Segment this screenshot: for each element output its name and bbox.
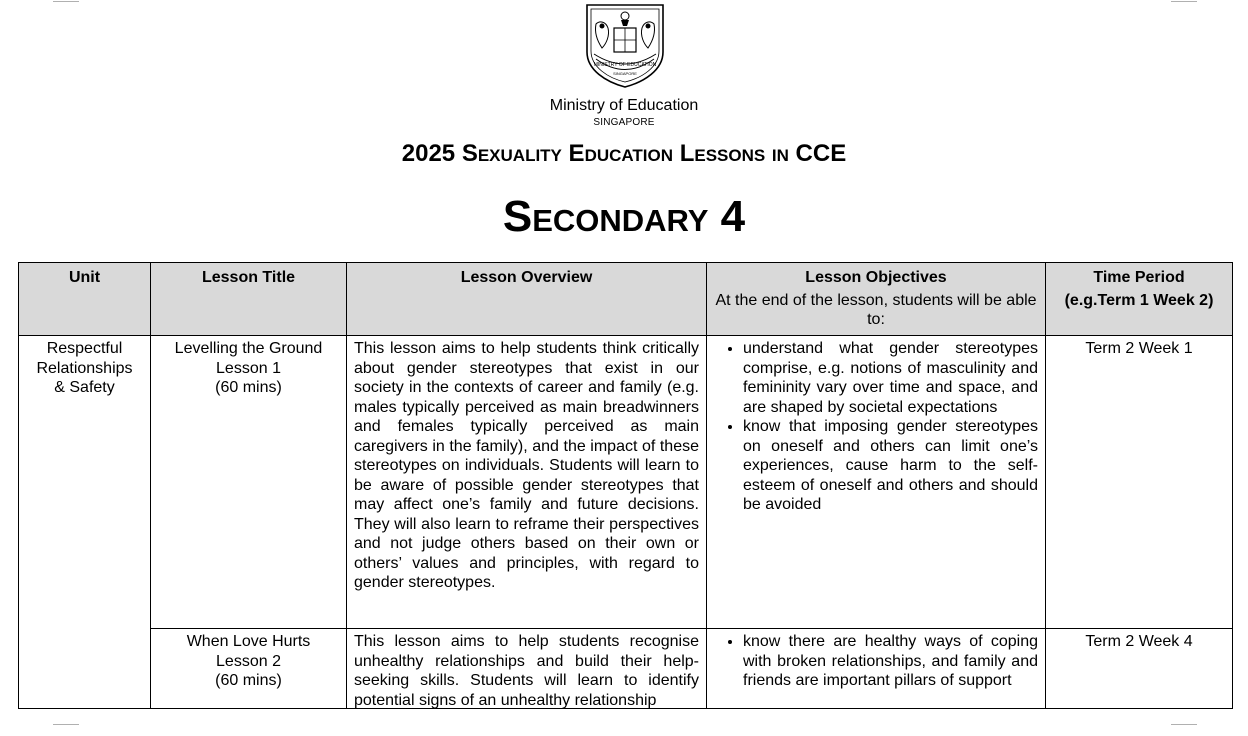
lesson-number: Lesson 1 — [216, 359, 281, 377]
unit-cell — [19, 336, 151, 709]
unit-line: Relationships — [36, 359, 133, 377]
lesson-title-cell — [151, 336, 347, 629]
header-time-label: Time Period — [1093, 269, 1185, 286]
objectives-list — [714, 632, 1038, 691]
unit-line: Respectful — [46, 340, 123, 357]
objective-item: • know that imposing gender stereotypes on oneself and others can limit one’s experiences, cause harm to the self-esteem of oneself and others and should be avoided — [743, 417, 1038, 515]
lesson-overview-text: This lesson aims to help students recognise unhealthy relationships and build their help-seeking skills. Students will learn to identify potential signs of an unhealthy relationship — [354, 633, 699, 709]
table-row — [19, 336, 1233, 629]
moe-crest-logo — [584, 2, 666, 88]
header-lesson-objectives — [707, 263, 1046, 336]
lesson-overview-cell — [347, 629, 707, 709]
lesson-title-cell — [151, 629, 347, 709]
header-unit: Unit — [19, 263, 151, 336]
crest-country-text: SINGAPORE — [613, 71, 637, 76]
crop-mark-top-right — [1171, 1, 1197, 2]
crop-mark-bottom-right — [1171, 724, 1197, 725]
lesson-title: When Love Hurts — [186, 633, 311, 650]
ministry-country: SINGAPORE — [593, 117, 655, 128]
objective-item: • know there are healthy ways of coping with broken relationships, and family and friends are important pillars of support — [743, 632, 1038, 691]
lesson-overview-cell — [347, 336, 707, 629]
lesson-objectives-cell — [707, 629, 1046, 709]
lesson-overview-text: This lesson aims to help students think critically about gender stereotypes that exist in our society in the contexts of career and family (e.g. males typically perceived as main breadwinners and females typically perceived as main caregivers in the family), and the impact of these stereotypes on individuals. Students will learn to be aware of possible gender stereotypes that may affect one’s family and future decisions. They will also learn to reframe their perspectives and not judge others based on their own or others’ values and principles, with regard to gender stereotypes. — [354, 340, 699, 591]
time-period-cell — [1046, 629, 1233, 709]
crest-motto-text: MINISTRY OF EDUCATION — [593, 62, 657, 68]
header-lesson-overview: Lesson Overview — [347, 263, 707, 336]
lesson-number: Lesson 2 — [216, 652, 281, 670]
unit-line: & Safety — [54, 379, 115, 396]
crop-mark-bottom-left — [53, 724, 79, 725]
time-period-cell — [1046, 336, 1233, 629]
lessons-table — [18, 262, 1233, 709]
header-objectives-label: Lesson Objectives — [805, 269, 947, 286]
header-lesson-title: Lesson Title — [151, 263, 347, 336]
level-title: Secondary 4 — [502, 192, 746, 241]
ministry-name: Ministry of Education — [549, 97, 699, 114]
table-row — [19, 629, 1233, 709]
crop-mark-top-left — [53, 1, 79, 2]
header-objectives-sub: At the end of the lesson, students will be able to: — [715, 291, 1037, 328]
table-header-row — [19, 263, 1233, 336]
lesson-duration: (60 mins) — [215, 672, 282, 689]
time-period-text: Term 2 Week 1 — [1085, 340, 1193, 357]
lesson-title: Levelling the Ground — [174, 340, 323, 357]
objective-item: • understand what gender stereotypes comprise, e.g. notions of masculinity and femininity vary over time and space, and are shaped by societal expectations — [743, 339, 1038, 417]
lesson-objectives-cell — [707, 336, 1046, 629]
header-time-period — [1046, 263, 1233, 336]
lesson-duration: (60 mins) — [215, 379, 282, 396]
document-title: 2025 Sexuality Education Lessons in CCE — [401, 140, 847, 167]
objectives-list — [714, 339, 1038, 515]
time-period-text: Term 2 Week 4 — [1085, 633, 1193, 650]
header-time-sub: (e.g.Term 1 Week 2) — [1064, 291, 1214, 309]
